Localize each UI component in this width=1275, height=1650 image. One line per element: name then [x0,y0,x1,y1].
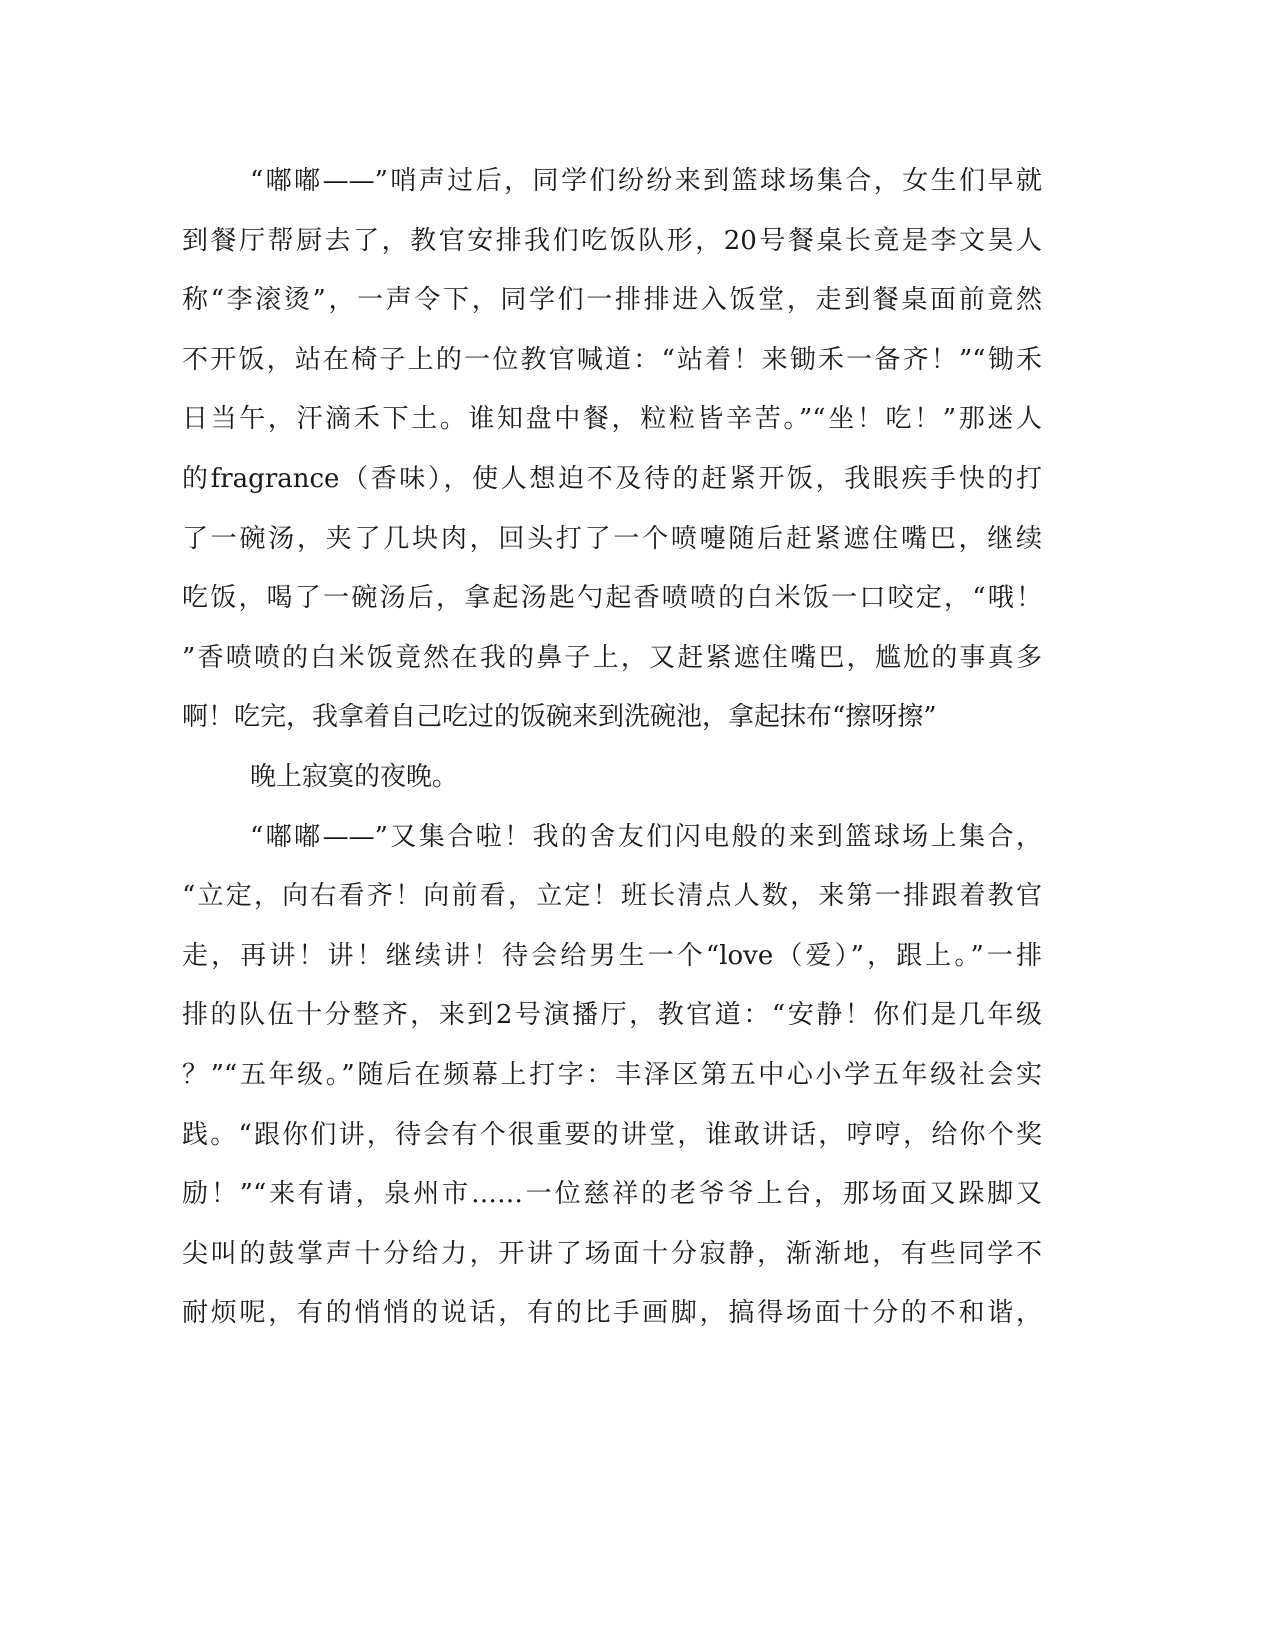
text-line: 啊！吃完，我拿着自己吃过的饭碗来到洗碗池，拿起抹布“擦呀擦” [182,702,937,733]
paragraph-1 [182,152,1042,748]
text-line: 到餐厅帮厨去了，教官安排我们吃饭队形，20号餐桌长竟是李文昊人 [182,225,1042,256]
body-text [182,152,1042,1344]
text-line: 励！”“来有请，泉州市……一位慈祥的老爷爷上台，那场面又跺脚又 [182,1179,1042,1210]
text-line: 吃饭，喝了一碗汤后，拿起汤匙勺起香喷喷的白米饭一口咬定，“哦！ [182,583,1042,614]
text-line: “立定，向右看齐！向前看，立定！班长清点人数，来第一排跟着教官 [182,881,1042,912]
text-line: 的fragrance（香味），使人想迫不及待的赶紧开饭，我眼疾手快的打 [182,463,1042,494]
paragraph-2 [182,748,1042,808]
text-line: 耐烦呢，有的悄悄的说话，有的比手画脚，搞得场面十分的不和谐， [182,1298,1042,1329]
text-line: 尖叫的鼓掌声十分给力，开讲了场面十分寂静，渐渐地，有些同学不 [182,1238,1042,1269]
text-line: 晚上寂寞的夜晚。 [250,761,459,792]
text-line: 了一碗汤，夹了几块肉，回头打了一个喷嚏随后赶紧遮住嘴巴，继续 [182,523,1042,554]
text-line: ”香喷喷的白米饭竟然在我的鼻子上，又赶紧遮住嘴巴，尴尬的事真多 [182,642,1042,673]
text-line: 日当午，汗滴禾下土。谁知盘中餐，粒粒皆辛苦。”“坐！吃！”那迷人 [182,404,1042,435]
text-line: 称“李滚烫”，一声令下，同学们一排排进入饭堂，走到餐桌面前竟然 [182,285,1042,316]
text-line: 走，再讲！讲！继续讲！待会给男生一个“love（爱）”，跟上。”一排 [182,940,1042,971]
text-line: “嘟嘟——”哨声过后，同学们纷纷来到篮球场集合，女生们早就 [250,166,1042,196]
text-line: ？”“五年级。”随后在频幕上打字：丰泽区第五中心小学五年级社会实 [182,1059,1042,1090]
text-line: 排的队伍十分整齐，来到2号演播厅，教官道：“安静！你们是几年级 [182,1000,1042,1031]
text-line: 践。“跟你们讲，待会有个很重要的讲堂，谁敢讲话，哼哼，给你个奖 [182,1119,1042,1150]
text-line: 不开饭，站在椅子上的一位教官喊道：“站着！来锄禾一备齐！”“锄禾 [182,344,1042,375]
paragraph-3 [182,808,1042,1344]
text-line: “嘟嘟——”又集合啦！我的舍友们闪电般的来到篮球场上集合， [250,821,1042,852]
